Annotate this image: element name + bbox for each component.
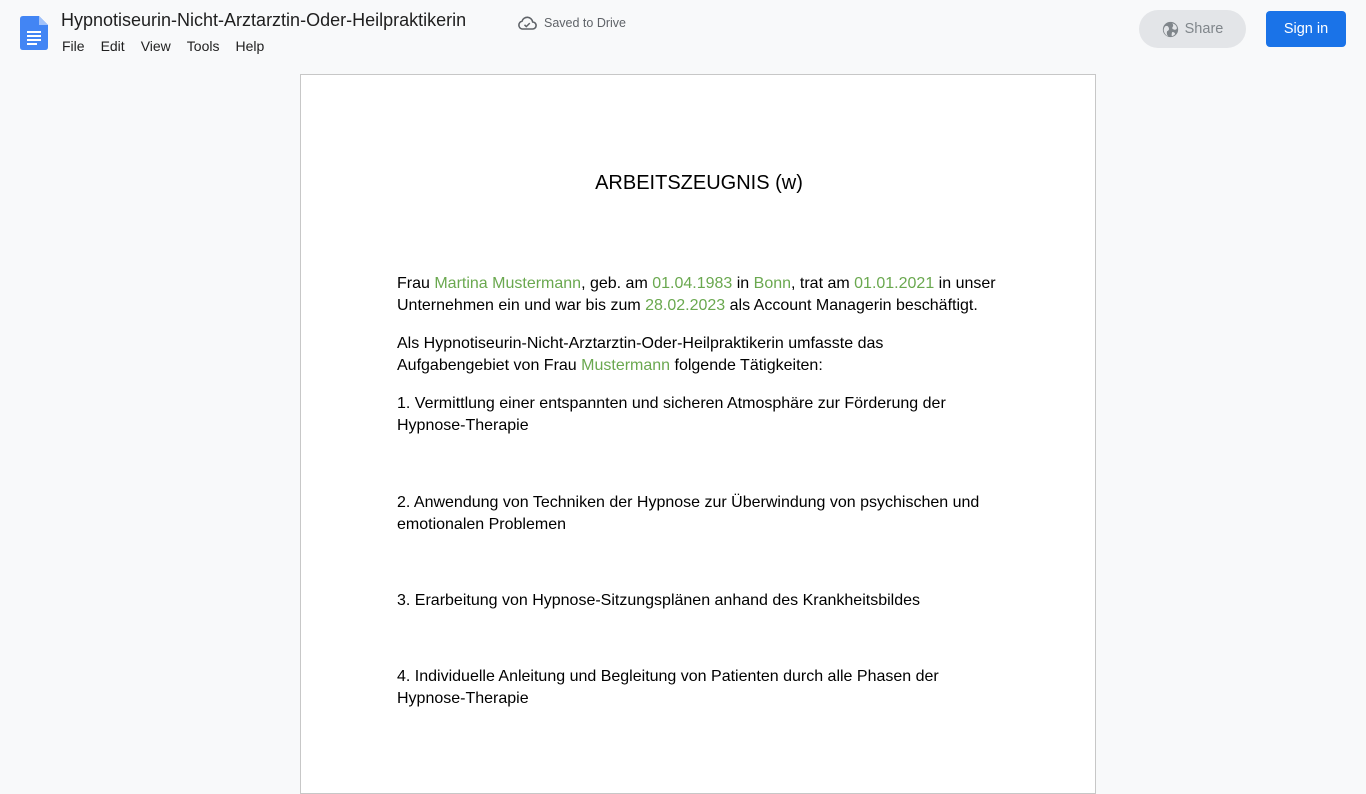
share-label: Share [1184, 21, 1224, 37]
text-run: als Account Managerin beschäftigt. [725, 297, 978, 314]
menu-view[interactable]: View [140, 38, 171, 54]
end-date: 28.02.2023 [645, 297, 726, 314]
text-run: folgende Tätigkeiten: [670, 357, 823, 374]
text-run: Frau [397, 275, 435, 292]
birth-date: 01.04.1983 [652, 275, 733, 292]
employee-surname: Mustermann [581, 357, 671, 374]
document-page[interactable] [300, 74, 1096, 794]
paragraph-duties-intro [397, 333, 937, 377]
cloud-done-icon [517, 16, 537, 30]
menu-edit[interactable]: Edit [100, 38, 125, 54]
text-run: , geb. am [581, 275, 653, 292]
document-title[interactable]: Hypnotiseurin-Nicht-Arztarztin-Oder-Heilpraktikerin [61, 10, 467, 30]
save-status-label: Saved to Drive [544, 16, 626, 30]
save-status[interactable] [517, 14, 626, 32]
top-bar [0, 0, 1366, 64]
paragraph-intro [397, 273, 1007, 317]
text-run: Als Hypnotiseurin-Nicht-Arztarztin-Oder-Heilpraktikerin umfasste das Aufgabengebiet von Frau [397, 335, 884, 374]
share-button[interactable] [1139, 10, 1246, 48]
duty-item-1: 1. Vermittlung einer entspannten und sicheren Atmosphäre zur Förderung der Hypnose-Therapie [397, 395, 946, 434]
start-date: 01.01.2021 [854, 275, 935, 292]
sign-in-button[interactable]: Sign in [1266, 11, 1346, 47]
text-run: in unser Unternehmen ein und war bis zum [397, 275, 996, 314]
duty-item-2: 2. Anwendung von Techniken der Hypnose zur Überwindung von psychischen und emotionalen Problemen [397, 494, 980, 533]
employee-name: Martina Mustermann [434, 275, 582, 292]
menu-file[interactable]: File [62, 38, 85, 54]
duty-item-3: 3. Erarbeitung von Hypnose-Sitzungsplänen anhand des Krankheitsbildes [397, 592, 921, 609]
text-run: , trat am [791, 275, 855, 292]
menu-bar [54, 36, 272, 56]
birth-city: Bonn [753, 275, 792, 292]
duty-item-4: 4. Individuelle Anleitung und Begleitung von Patienten durch alle Phasen der Hypnose-Therapie [397, 668, 939, 707]
menu-tools[interactable]: Tools [186, 38, 220, 54]
document-heading: ARBEITSZEUGNIS (w) [595, 172, 803, 194]
menu-help[interactable]: Help [235, 38, 265, 54]
google-docs-icon[interactable] [20, 16, 48, 50]
globe-icon [1162, 21, 1179, 38]
text-run: in [732, 275, 754, 292]
